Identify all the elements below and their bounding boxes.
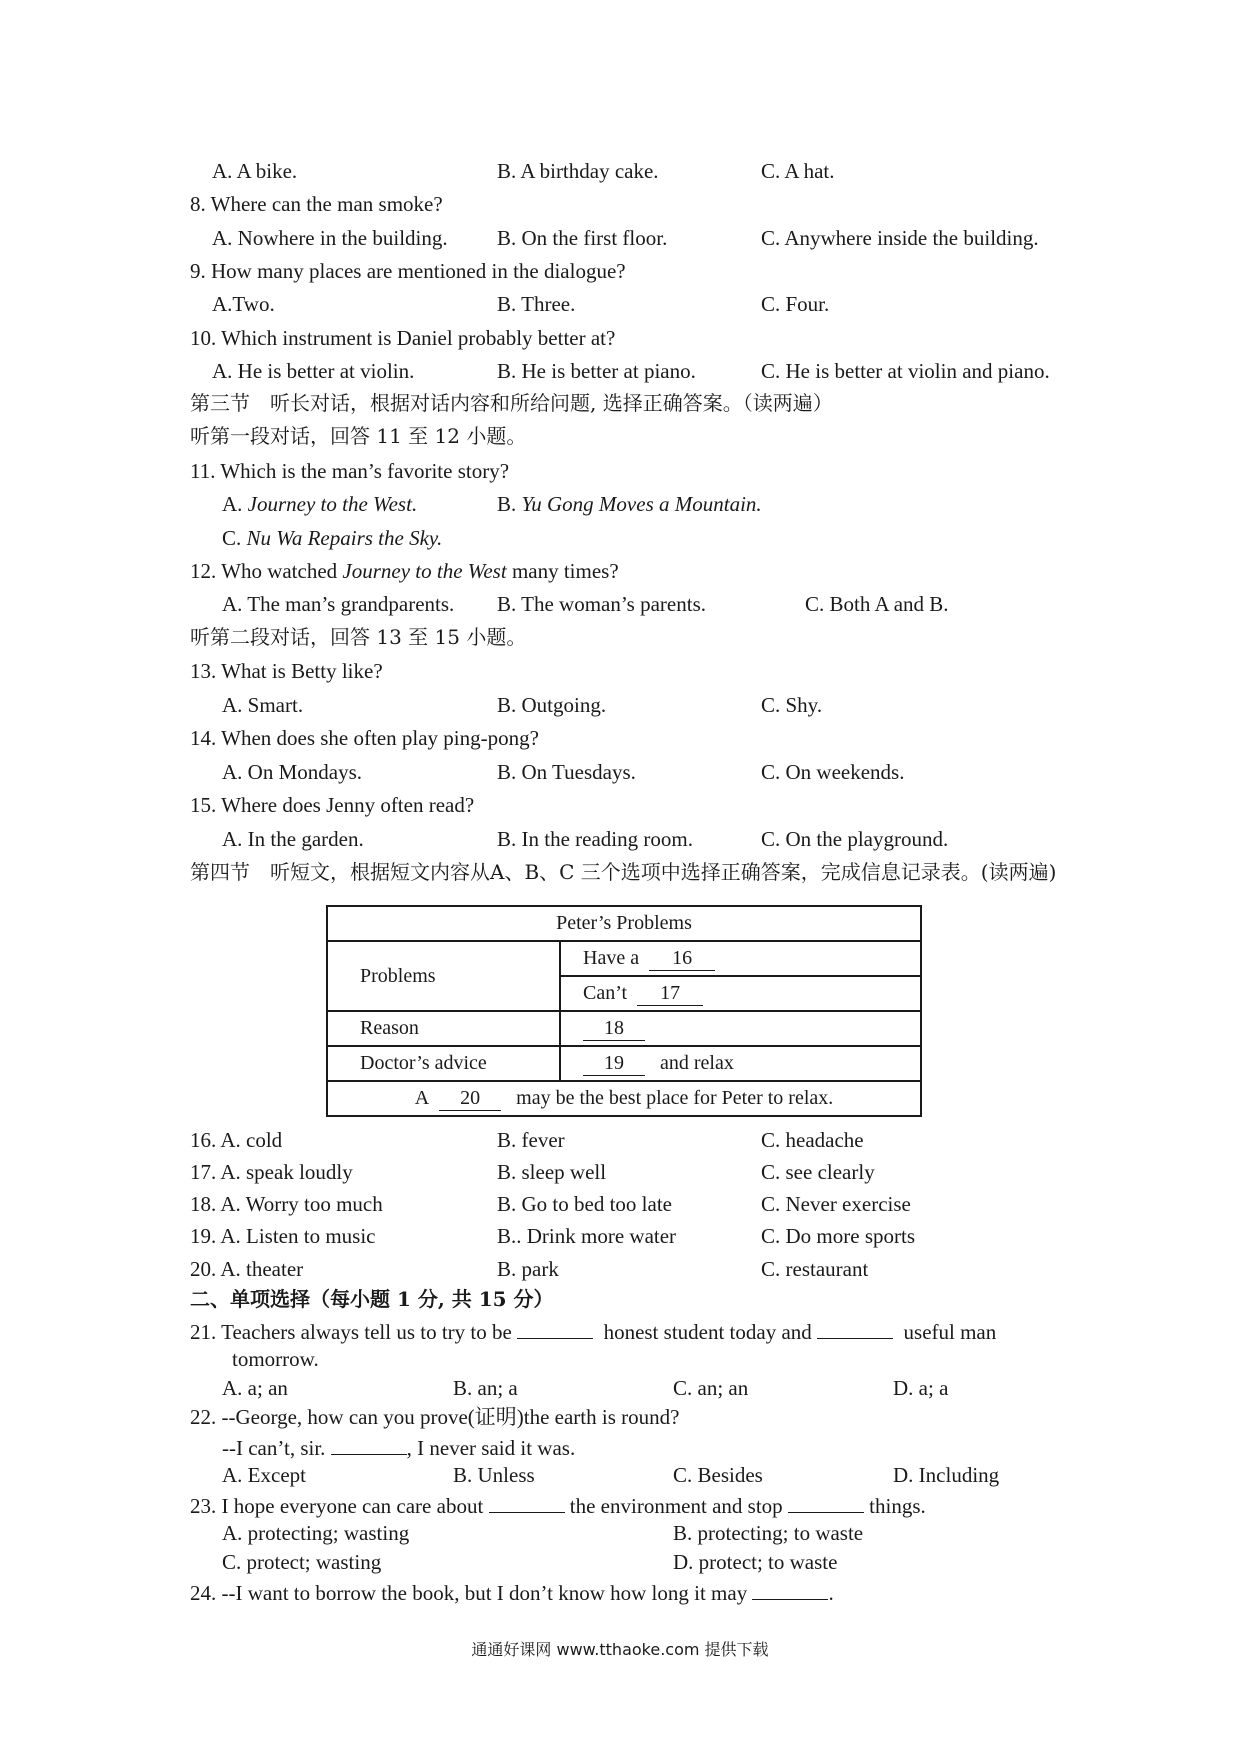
q10-option-c: C. He is better at violin and piano. (761, 359, 1050, 383)
q23-option-a: A. protecting; wasting (222, 1521, 410, 1545)
q23-option-b: B. protecting; to waste (673, 1521, 864, 1545)
section3-subheading-1: 听第一段对话，回答 11 至 12 小题。 (190, 424, 527, 448)
q23-blank-2 (788, 1494, 864, 1513)
table-title: Peter’s Problems (327, 906, 921, 941)
q15-option-b: B. In the reading room. (497, 827, 693, 851)
problems-label: Problems (327, 941, 560, 1011)
q20-option-a: 20. A. theater (190, 1257, 304, 1281)
q23-stem: 23. I hope everyone can care about the environment and stop things. (190, 1494, 926, 1518)
q18-option-c: C. Never exercise (761, 1192, 911, 1216)
q23-option-d: D. protect; to waste (673, 1550, 838, 1574)
advice-value: 19 and relax (560, 1046, 921, 1081)
q22-stem: 22. --George, how can you prove(证明)the earth is round? (190, 1405, 680, 1429)
part2-title: 二、单项选择（每小题 1 分, 共 15 分） (190, 1287, 554, 1311)
q8-option-a: A. Nowhere in the building. (212, 226, 448, 250)
q15-option-a: A. In the garden. (222, 827, 364, 851)
q21-stem: 21. Teachers always tell us to try to be honest student today and useful man (190, 1320, 997, 1344)
q9-option-b: B. Three. (497, 292, 576, 316)
q13-option-c: C. Shy. (761, 693, 823, 717)
q12-option-a: A. The man’s grandparents. (222, 592, 455, 616)
q20-option-b: B. park (497, 1257, 559, 1281)
q9-option-c: C. Four. (761, 292, 830, 316)
q15-stem: 15. Where does Jenny often read? (190, 793, 475, 817)
q24-blank (752, 1581, 828, 1600)
q12-option-c: C. Both A and B. (805, 592, 949, 616)
q23-option-c: C. protect; wasting (222, 1550, 382, 1574)
peter-problems-table (326, 905, 922, 1117)
q17-option-b: B. sleep well (497, 1160, 607, 1184)
q21-option-a: A. a; an (222, 1376, 288, 1400)
q16-option-b: B. fever (497, 1128, 565, 1152)
q10-stem: 10. Which instrument is Daniel probably better at? (190, 326, 616, 350)
q24-stem: 24. --I want to borrow the book, but I don’t know how long it may . (190, 1581, 834, 1605)
q14-option-c: C. On weekends. (761, 760, 905, 784)
q22-option-d: D. Including (893, 1463, 1000, 1487)
q16-option-a: 16. A. cold (190, 1128, 283, 1152)
q21-option-d: D. a; a (893, 1376, 949, 1400)
section4-title: 第四节 听短文，根据短文内容从A、B、C 三个选项中选择正确答案，完成信息记录表。(读两遍) (190, 860, 1057, 884)
reason-value (560, 1011, 921, 1046)
q21-option-c: C. an; an (673, 1376, 749, 1400)
q22-option-a: A. Except (222, 1463, 306, 1487)
q12-option-b: B. The woman’s parents. (497, 592, 706, 616)
q19-option-c: C. Do more sports (761, 1224, 915, 1248)
advice-label: Doctor’s advice (327, 1046, 560, 1081)
q7-option-a: A. A bike. (212, 159, 298, 183)
blank-16: 16 (649, 947, 715, 971)
blank-18: 18 (583, 1017, 645, 1041)
q17-option-c: C. see clearly (761, 1160, 875, 1184)
section3-title: 第三节 听长对话，根据对话内容和所给问题, 选择正确答案。（读两遍） (190, 391, 833, 415)
q7-option-c: C. A hat. (761, 159, 835, 183)
q18-option-b: B. Go to bed too late (497, 1192, 672, 1216)
q19-option-a: 19. A. Listen to music (190, 1224, 376, 1248)
q17-option-a: 17. A. speak loudly (190, 1160, 353, 1184)
q20-option-c: C. restaurant (761, 1257, 869, 1281)
q22-line2: --I can’t, sir. , I never said it was. (222, 1436, 576, 1460)
q21-blank-1 (517, 1320, 593, 1339)
reason-label: Reason (327, 1011, 560, 1046)
problem-row-have: Have a 16 (560, 941, 921, 976)
q11-option-c: C. Nu Wa Repairs the Sky. (222, 526, 443, 550)
q22-blank (331, 1436, 407, 1455)
q13-option-b: B. Outgoing. (497, 693, 607, 717)
q18-option-a: 18. A. Worry too much (190, 1192, 383, 1216)
page-footer: 通通好课网 www.tthaoke.com 提供下载 (471, 1640, 769, 1659)
q14-option-a: A. On Mondays. (222, 760, 362, 784)
q14-option-b: B. On Tuesdays. (497, 760, 636, 784)
q15-option-c: C. On the playground. (761, 827, 949, 851)
q11-option-a: A. Journey to the West. (222, 492, 418, 516)
q12-stem: 12. Who watched Journey to the West many times? (190, 559, 619, 583)
q13-stem: 13. What is Betty like? (190, 659, 383, 683)
q21-blank-2 (817, 1320, 893, 1339)
q16-option-c: C. headache (761, 1128, 864, 1152)
q22-option-c: C. Besides (673, 1463, 763, 1487)
q9-stem: 9. How many places are mentioned in the dialogue? (190, 259, 626, 283)
blank-20: 20 (439, 1087, 501, 1111)
q22-option-b: B. Unless (453, 1463, 535, 1487)
q11-stem: 11. Which is the man’s favorite story? (190, 459, 510, 483)
q21-stem-cont: tomorrow. (232, 1347, 319, 1371)
q23-blank-1 (489, 1494, 565, 1513)
q21-option-b: B. an; a (453, 1376, 518, 1400)
q10-option-b: B. He is better at piano. (497, 359, 696, 383)
problem-row-cant: Can’t 17 (560, 976, 921, 1011)
table-last-row: A 20 may be the best place for Peter to relax. (327, 1081, 921, 1116)
q14-stem: 14. When does she often play ping-pong? (190, 726, 539, 750)
blank-19: 19 (583, 1052, 645, 1076)
blank-17: 17 (637, 982, 703, 1006)
section3-subheading-2: 听第二段对话，回答 13 至 15 小题。 (190, 625, 527, 649)
q8-stem: 8. Where can the man smoke? (190, 192, 443, 216)
q9-option-a: A.Two. (212, 292, 275, 316)
q8-option-b: B. On the first floor. (497, 226, 668, 250)
q11-option-b: B. Yu Gong Moves a Mountain. (497, 492, 762, 516)
q19-option-b: B.. Drink more water (497, 1224, 677, 1248)
q8-option-c: C. Anywhere inside the building. (761, 226, 1039, 250)
q7-option-b: B. A birthday cake. (497, 159, 659, 183)
q13-option-a: A. Smart. (222, 693, 304, 717)
q10-option-a: A. He is better at violin. (212, 359, 415, 383)
